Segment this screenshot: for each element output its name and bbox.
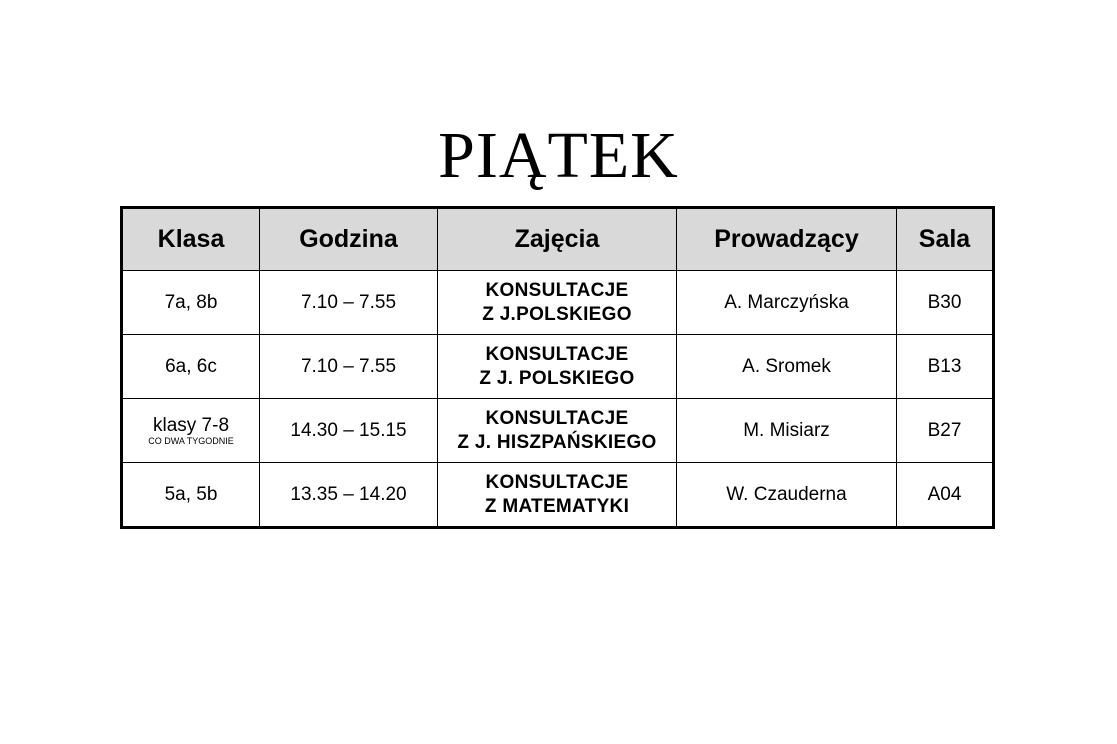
cell-klasa: [122, 271, 260, 335]
cell-zajecia: [438, 463, 677, 528]
cell-godzina: 7.10 – 7.55: [260, 271, 438, 335]
cell-zajecia: [438, 271, 677, 335]
cell-prowadzacy: A. Marczyńska: [677, 271, 897, 335]
cell-prowadzacy: M. Misiarz: [677, 399, 897, 463]
klasa-text: 6a, 6c: [165, 356, 217, 377]
schedule-table: [120, 206, 995, 529]
table-row: [122, 399, 994, 463]
header-zajecia: Zajęcia: [438, 208, 677, 271]
cell-zajecia: [438, 335, 677, 399]
table-row: [122, 463, 994, 528]
klasa-text: 7a, 8b: [164, 292, 218, 313]
cell-sala: B13: [897, 335, 994, 399]
cell-sala: A04: [897, 463, 994, 528]
zajecia-line2: Z J. HISZPAŃSKIEGO: [457, 431, 657, 453]
cell-klasa: [122, 399, 260, 463]
klasa-text: 5a, 5b: [164, 484, 218, 505]
klasa-text: klasy 7-8: [152, 415, 230, 436]
zajecia-line1: KONSULTACJE: [485, 279, 629, 301]
header-row: [122, 208, 994, 271]
cell-sala: B27: [897, 399, 994, 463]
cell-godzina: 13.35 – 14.20: [260, 463, 438, 528]
cell-klasa: [122, 335, 260, 399]
cell-prowadzacy: W. Czauderna: [677, 463, 897, 528]
header-klasa: Klasa: [122, 208, 260, 271]
zajecia-line2: Z J. POLSKIEGO: [479, 367, 635, 389]
cell-godzina: 7.10 – 7.55: [260, 335, 438, 399]
cell-klasa: [122, 463, 260, 528]
cell-godzina: 14.30 – 15.15: [260, 399, 438, 463]
zajecia-line2: Z J.POLSKIEGO: [482, 303, 632, 325]
zajecia-line1: KONSULTACJE: [485, 343, 629, 365]
zajecia-line1: KONSULTACJE: [485, 407, 629, 429]
table-row: [122, 271, 994, 335]
zajecia-line1: KONSULTACJE: [485, 471, 629, 493]
cell-prowadzacy: A. Sromek: [677, 335, 897, 399]
page-title: PIĄTEK: [438, 119, 679, 192]
klasa-note: CO DWA TYGODNIE: [148, 436, 234, 446]
table-row: [122, 335, 994, 399]
cell-zajecia: [438, 399, 677, 463]
header-prowadzacy: Prowadzący: [677, 208, 897, 271]
header-godzina: Godzina: [260, 208, 438, 271]
header-sala: Sala: [897, 208, 994, 271]
zajecia-line2: Z MATEMATYKI: [484, 495, 630, 517]
cell-sala: B30: [897, 271, 994, 335]
